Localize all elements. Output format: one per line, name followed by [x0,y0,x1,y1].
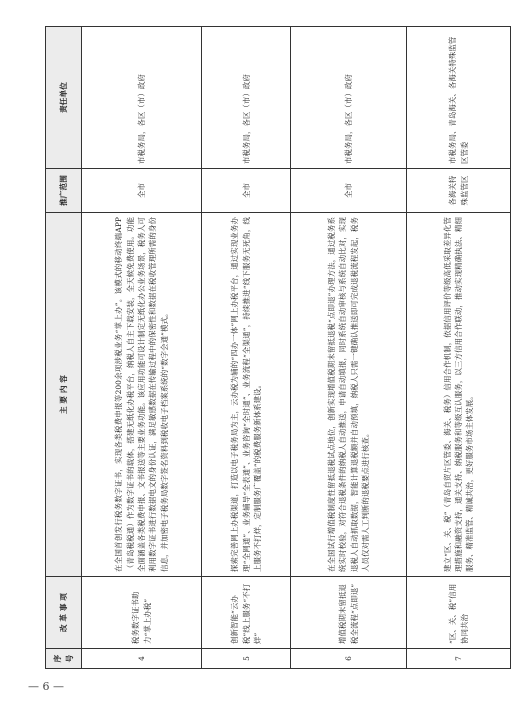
header-seq: 序号 [46,649,82,669]
row-content: 在全国首创发行税务数字证书，实现各类税费申报等200余项涉税业务“掌上办”。该模式的移动终端APP（青岛税税通）作为数字证书的载体，搭建无纸化办税平台，纳税人自主下载安装，全天候免费使用。功能全面涵盖各类税费申报、文书报送等主要业务功能。该应用功能可设计制定无纸化办公业务场景，税务人可利用数字证书进行数据电文的身份认证，满足敏感数据在传输过程中的保密性和数据在税收管理所需的身份信息，并加密电子税务局数字签名资料到税收电子档案系统的“数字会通”模式。 [82,213,202,577]
row-scope: 全市 [82,169,202,213]
row-seq: 7 [407,649,511,669]
row-scope: 各海关特殊监管区 [407,169,511,213]
rotated-table-container [45,27,511,669]
table-row [407,27,511,669]
table-row [82,27,202,669]
row-item: 增值税期末留抵退税全流程“点即退” [291,577,407,649]
row-seq: 5 [202,649,291,669]
row-content: 建立“区、关、税”（青岛自贸片区管委、海关、税务）信用合作机制，依据信用评价等级高低采取差异化管理措施和融资支持，通关支持、纳税服务和等级互认服务，以三方信用合作联动，推动实现精确执法、精细服务、精准监管、精诚共治，更好服务市场主体发展。 [407,213,511,577]
row-scope: 全市 [291,169,407,213]
header-scope: 推广范围 [46,169,82,213]
header-item: 改 革 事 项 [46,577,82,649]
table-header-row [46,27,82,669]
row-unit: 市税务局，各区（市）政府 [202,27,291,169]
row-content: 在全国试行增值税制度性留抵退税试点地位，创新实现增值税期末留抵退税“点即退”办理方法，通过税务系统实时校验，对符合退税条件的纳税人自动推送，申请自动填报，同时系统自动审核与系统自动比对，实现退税人自动抓取数据，智能计算退税额并自动预填，纳税人只需一键确认推送即可完成退税流程发起，税务人员仅对需人工判断的退税要点进行核查。 [291,213,407,577]
row-seq: 4 [82,649,202,669]
row-seq: 6 [291,649,407,669]
header-content: 主 要 内 容 [46,213,82,577]
row-unit: 市税务局，各区（市）政府 [82,27,202,169]
row-unit: 市税务局，各区（市）政府 [291,27,407,169]
row-item: “区、关、税”信用协同共治 [407,577,511,649]
row-content: 探索完善网上办税渠道，打造以电子税务局为主，云办税为辅的“四办一体”网上办税平台，通过实现业务办理“全网通”、业务辅导“全表通”、业务咨询“全时通”、业务流程“全渠通”，持续推进“线下服务无死角，线上服务不打烊，定制服务广覆盖”的税费服务新体系建设。 [202,213,291,577]
table-row [291,27,407,669]
header-unit: 责任单位 [46,27,82,169]
row-item: 创新智能“云办税”线上服务“不打烊” [202,577,291,649]
row-item: 税务数字证书助力“掌上办税” [82,577,202,649]
page-number: — 6 — [28,680,64,693]
reform-items-table [45,26,511,669]
row-unit: 市税务局、青岛海关、各海关特殊监管区管委 [407,27,511,169]
row-scope: 全市 [202,169,291,213]
table-row [202,27,291,669]
